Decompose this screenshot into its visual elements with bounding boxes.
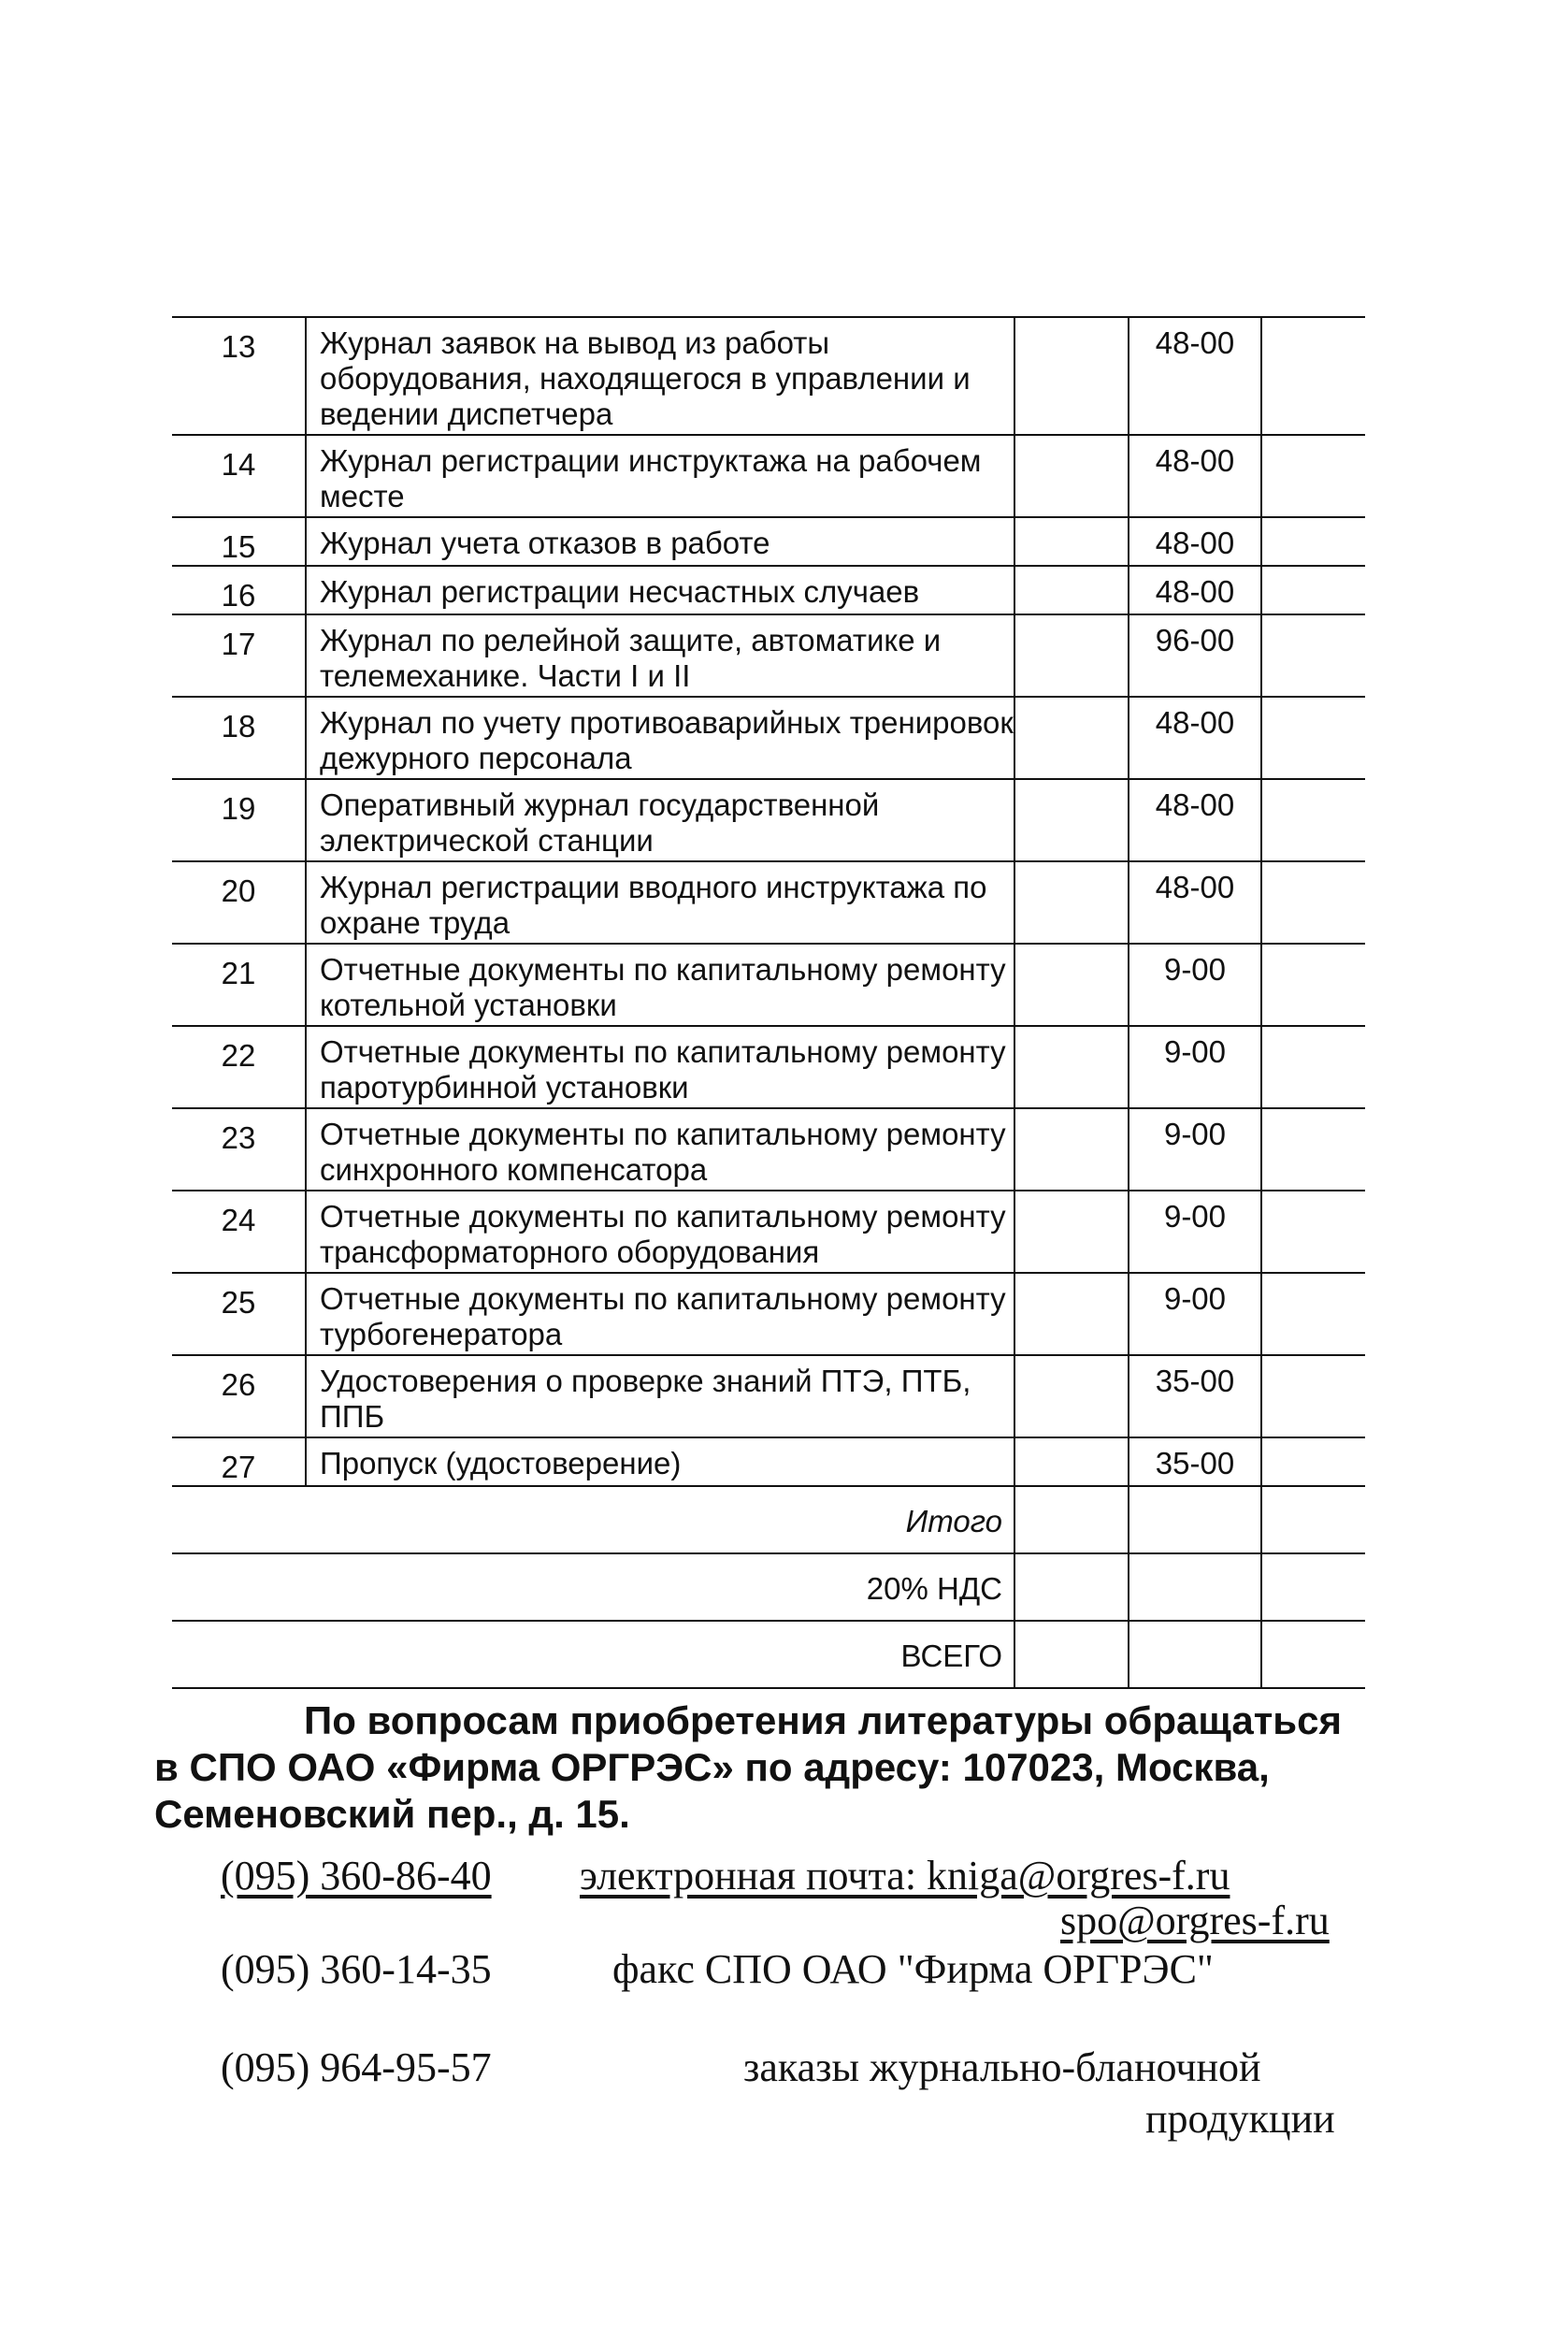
table-row bbox=[172, 614, 1365, 697]
empty-cell bbox=[1261, 435, 1365, 517]
empty-cell bbox=[1261, 1355, 1365, 1437]
row-number: 24 bbox=[172, 1191, 306, 1273]
row-title: Удостоверения о проверке знаний ПТЭ, ПТБ, ППБ bbox=[306, 1355, 1014, 1437]
notice-line-2: в СПО ОАО «Фирма ОРГРЭС» по адресу: 107023, Москва, bbox=[154, 1745, 1270, 1789]
table-row bbox=[172, 1437, 1365, 1486]
row-title: Журнал регистрации вводного инструктажа по охране труда bbox=[306, 861, 1014, 944]
empty-cell bbox=[1261, 1026, 1365, 1108]
row-title: Журнал по учету противоаварийных тренировок дежурного персонала bbox=[306, 697, 1014, 779]
empty-cell bbox=[1014, 1437, 1129, 1486]
row-title: Отчетные документы по капитальному ремонту синхронного компенсатора bbox=[306, 1108, 1014, 1191]
vat-label: 20% НДС bbox=[866, 1571, 1002, 1606]
orders-line-2: продукции bbox=[1145, 2096, 1335, 2142]
row-number: 22 bbox=[172, 1026, 306, 1108]
empty-cell bbox=[1014, 1355, 1129, 1437]
row-number: 16 bbox=[172, 566, 306, 614]
summary-row-total bbox=[172, 1486, 1365, 1553]
fax-line: факс СПО ОАО "Фирма ОРГРЭС" bbox=[612, 1946, 1214, 1992]
row-number: 14 bbox=[172, 435, 306, 517]
orders-line-1: заказы журнально-бланочной bbox=[743, 2044, 1261, 2090]
row-number: 13 bbox=[172, 317, 306, 435]
row-price: 48-00 bbox=[1129, 317, 1261, 435]
row-title: Пропуск (удостоверение) bbox=[306, 1437, 1014, 1486]
row-title: Отчетные документы по капитальному ремонту турбогенератора bbox=[306, 1273, 1014, 1355]
table-row bbox=[172, 317, 1365, 435]
empty-cell bbox=[1261, 1273, 1365, 1355]
row-price: 48-00 bbox=[1129, 861, 1261, 944]
table-row bbox=[172, 1273, 1365, 1355]
empty-cell bbox=[1014, 1191, 1129, 1273]
row-number: 20 bbox=[172, 861, 306, 944]
table-row bbox=[172, 435, 1365, 517]
empty-cell bbox=[1261, 944, 1365, 1026]
empty-cell bbox=[1014, 517, 1129, 566]
empty-cell bbox=[1014, 697, 1129, 779]
empty-cell bbox=[1261, 317, 1365, 435]
row-price: 48-00 bbox=[1129, 697, 1261, 779]
row-price: 96-00 bbox=[1129, 614, 1261, 697]
empty-cell bbox=[1014, 435, 1129, 517]
notice-line-3: Семеновский пер., д. 15. bbox=[154, 1792, 630, 1836]
row-price: 35-00 bbox=[1129, 1437, 1261, 1486]
total-label: Итого bbox=[905, 1504, 1002, 1538]
row-number: 18 bbox=[172, 697, 306, 779]
table-row bbox=[172, 779, 1365, 861]
table-row bbox=[172, 861, 1365, 944]
row-number: 23 bbox=[172, 1108, 306, 1191]
row-price: 48-00 bbox=[1129, 517, 1261, 566]
price-table bbox=[172, 316, 1365, 1689]
table-row bbox=[172, 1191, 1365, 1273]
row-price: 9-00 bbox=[1129, 1108, 1261, 1191]
row-price: 48-00 bbox=[1129, 779, 1261, 861]
summary-row-vat bbox=[172, 1553, 1365, 1621]
row-price: 48-00 bbox=[1129, 435, 1261, 517]
empty-cell bbox=[1261, 566, 1365, 614]
row-title: Журнал по релейной защите, автоматике и телемеханике. Части I и II bbox=[306, 614, 1014, 697]
empty-cell bbox=[1014, 944, 1129, 1026]
row-title: Журнал регистрации инструктажа на рабочем месте bbox=[306, 435, 1014, 517]
empty-cell bbox=[1014, 779, 1129, 861]
row-title: Отчетные документы по капитальному ремонту трансформаторного оборудования bbox=[306, 1191, 1014, 1273]
row-price: 9-00 bbox=[1129, 1026, 1261, 1108]
empty-cell bbox=[1014, 1026, 1129, 1108]
row-title: Журнал заявок на вывод из работы оборудования, находящегося в управлении и ведении диспетчера bbox=[306, 317, 1014, 435]
table-row bbox=[172, 566, 1365, 614]
empty-cell bbox=[1261, 697, 1365, 779]
row-title: Отчетные документы по капитальному ремонту котельной установки bbox=[306, 944, 1014, 1026]
row-number: 15 bbox=[172, 517, 306, 566]
row-title: Отчетные документы по капитальному ремонту паротурбинной установки bbox=[306, 1026, 1014, 1108]
phone-3: (095) 964-95-57 bbox=[221, 2044, 492, 2090]
empty-cell bbox=[1261, 1108, 1365, 1191]
table-row bbox=[172, 1026, 1365, 1108]
row-price: 9-00 bbox=[1129, 944, 1261, 1026]
grand-label: ВСЕГО bbox=[900, 1639, 1002, 1673]
empty-cell bbox=[1014, 614, 1129, 697]
notice-line-1: По вопросам приобретения литературы обращаться bbox=[304, 1698, 1342, 1742]
empty-cell bbox=[1261, 614, 1365, 697]
empty-cell bbox=[1014, 861, 1129, 944]
row-title: Журнал регистрации несчастных случаев bbox=[306, 566, 1014, 614]
empty-cell bbox=[1014, 566, 1129, 614]
phone-1: (095) 360-86-40 bbox=[221, 1853, 492, 1899]
empty-cell bbox=[1014, 317, 1129, 435]
table-row bbox=[172, 944, 1365, 1026]
row-number: 19 bbox=[172, 779, 306, 861]
empty-cell bbox=[1014, 1273, 1129, 1355]
table-row bbox=[172, 517, 1365, 566]
row-title: Оперативный журнал государственной электрической станции bbox=[306, 779, 1014, 861]
row-number: 17 bbox=[172, 614, 306, 697]
empty-cell bbox=[1261, 1191, 1365, 1273]
row-price: 9-00 bbox=[1129, 1191, 1261, 1273]
empty-cell bbox=[1261, 517, 1365, 566]
row-number: 25 bbox=[172, 1273, 306, 1355]
row-price: 48-00 bbox=[1129, 566, 1261, 614]
table-row bbox=[172, 697, 1365, 779]
summary-row-grand bbox=[172, 1621, 1365, 1688]
email-line[interactable]: электронная почта: kniga@orgres-f.ru bbox=[580, 1853, 1230, 1899]
row-price: 9-00 bbox=[1129, 1273, 1261, 1355]
row-number: 21 bbox=[172, 944, 306, 1026]
row-number: 26 bbox=[172, 1355, 306, 1437]
phone-2: (095) 360-14-35 bbox=[221, 1946, 492, 1992]
row-number: 27 bbox=[172, 1437, 306, 1486]
row-title: Журнал учета отказов в работе bbox=[306, 517, 1014, 566]
row-price: 35-00 bbox=[1129, 1355, 1261, 1437]
empty-cell bbox=[1261, 1437, 1365, 1486]
empty-cell bbox=[1261, 861, 1365, 944]
empty-cell bbox=[1014, 1108, 1129, 1191]
table-row bbox=[172, 1355, 1365, 1437]
empty-cell bbox=[1261, 779, 1365, 861]
table-row bbox=[172, 1108, 1365, 1191]
email-2[interactable]: spo@orgres-f.ru bbox=[1060, 1898, 1330, 1943]
